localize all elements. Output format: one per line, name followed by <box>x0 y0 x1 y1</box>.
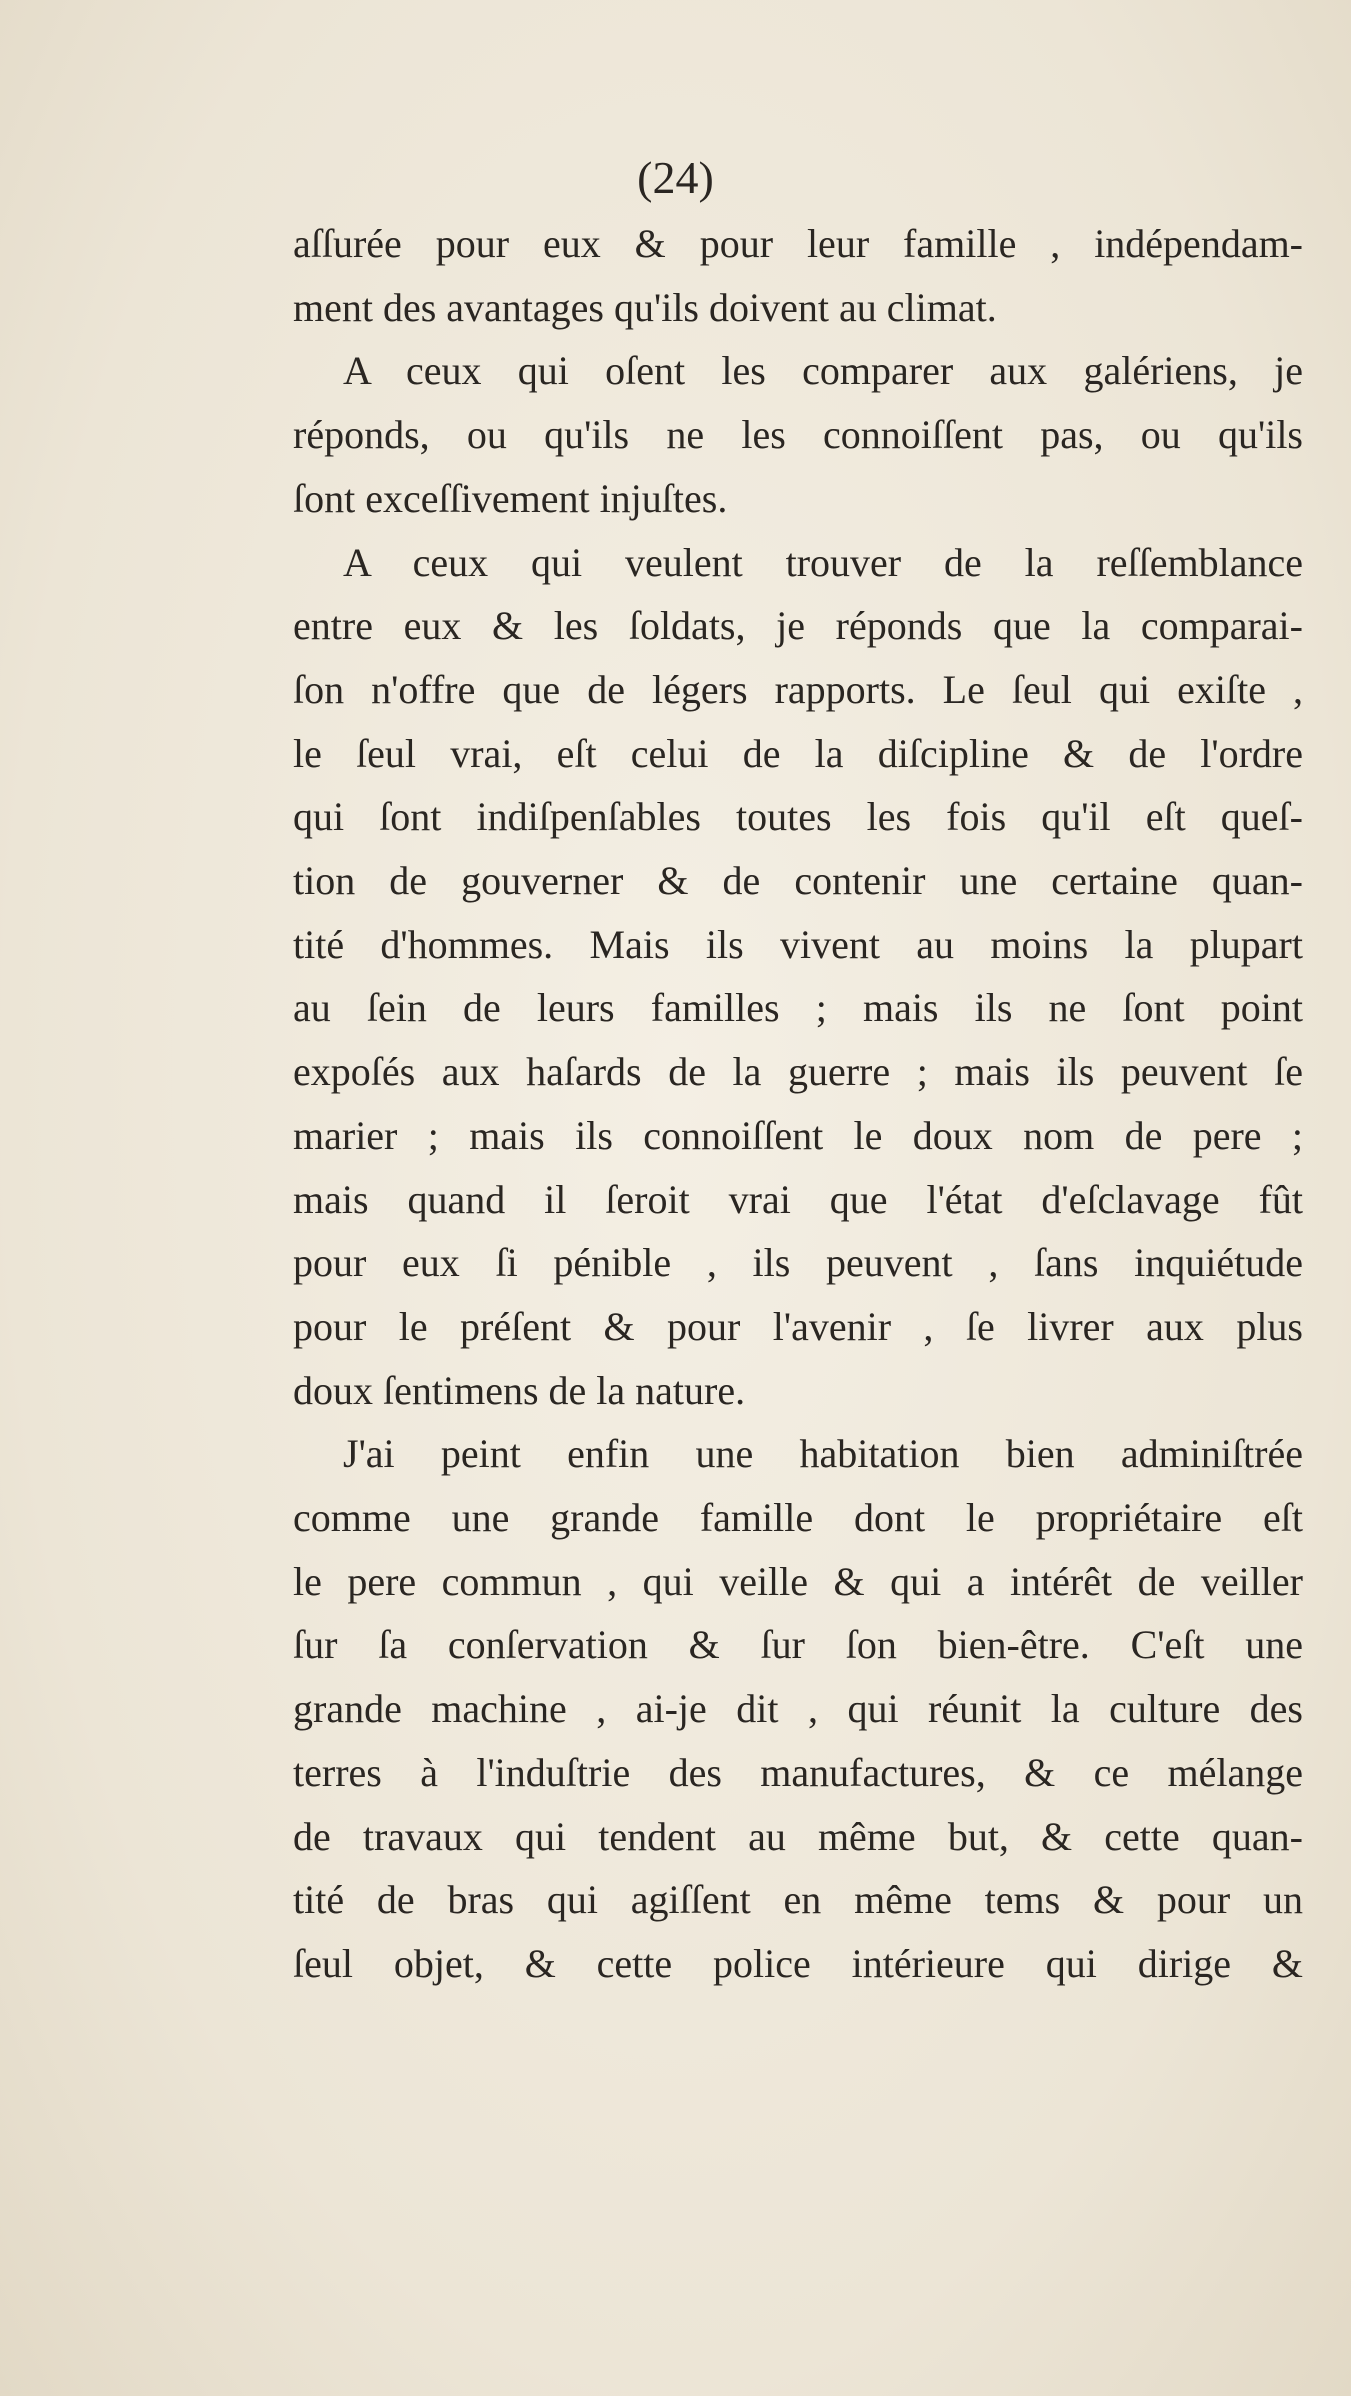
text-line: ment des avantages qu'ils doivent au climat. <box>293 284 997 330</box>
text-line: ſeul objet, & cette police intérieure qui dirige & <box>293 1940 1303 1986</box>
text-line: de travaux qui tendent au même but, & cette quan- <box>293 1813 1303 1859</box>
text-line: qui ſont indiſpenſables toutes les fois qu'il eſt queſ- <box>293 794 1303 840</box>
body-text <box>293 212 1303 1996</box>
text-line: mais quand il ſeroit vrai que l'état d'eſclavage fût <box>293 1176 1303 1222</box>
text-line: marier ; mais ils connoiſſent le doux nom de pere ; <box>293 1112 1303 1158</box>
text-line: ſon n'offre que de légers rapports. Le ſeul qui exiſte , <box>293 666 1303 712</box>
page-number: (24) <box>637 152 714 203</box>
text-line: ſont exceſſivement injuſtes. <box>293 475 728 521</box>
text-line: le ſeul vrai, eſt celui de la diſcipline & de l'ordre <box>293 730 1303 776</box>
text-line: pour le préſent & pour l'avenir , ſe livrer aux plus <box>293 1303 1303 1349</box>
text-line: grande machine , ai-je dit , qui réunit la culture des <box>293 1686 1303 1732</box>
paragraph-start-line: J'ai peint enfin une habitation bien adminiſtrée <box>343 1431 1303 1477</box>
paragraph-start-line: A ceux qui oſent les comparer aux galériens, je <box>343 348 1303 394</box>
paragraph-start-line: A ceux qui veulent trouver de la reſſemblance <box>343 539 1303 585</box>
text-line: expoſés aux haſards de la guerre ; mais ils peuvent ſe <box>293 1049 1303 1095</box>
text-line: aſſurée pour eux & pour leur famille , indépendam- <box>293 221 1303 266</box>
text-line: ſur ſa conſervation & ſur ſon bien-être. C'eſt une <box>293 1622 1303 1668</box>
text-line: réponds, ou qu'ils ne les connoiſſent pas, ou qu'ils <box>293 412 1303 458</box>
text-line: comme une grande famille dont le propriétaire eſt <box>293 1495 1303 1541</box>
text-line: tité de bras qui agiſſent en même tems & pour un <box>293 1877 1303 1923</box>
text-line: entre eux & les ſoldats, je réponds que la comparai- <box>293 603 1303 649</box>
text-line: au ſein de leurs familles ; mais ils ne ſont point <box>293 985 1303 1031</box>
text-line: terres à l'induſtrie des manufactures, & ce mélange <box>293 1749 1303 1795</box>
text-line: tité d'hommes. Mais ils vivent au moins la plupart <box>293 921 1303 967</box>
text-line: doux ſentimens de la nature. <box>293 1367 746 1413</box>
text-line: pour eux ſi pénible , ils peuvent , ſans inquiétude <box>293 1240 1303 1286</box>
text-line: tion de gouverner & de contenir une certaine quan- <box>293 858 1303 904</box>
text-line: le pere commun , qui veille & qui a intérêt de veiller <box>293 1558 1303 1604</box>
